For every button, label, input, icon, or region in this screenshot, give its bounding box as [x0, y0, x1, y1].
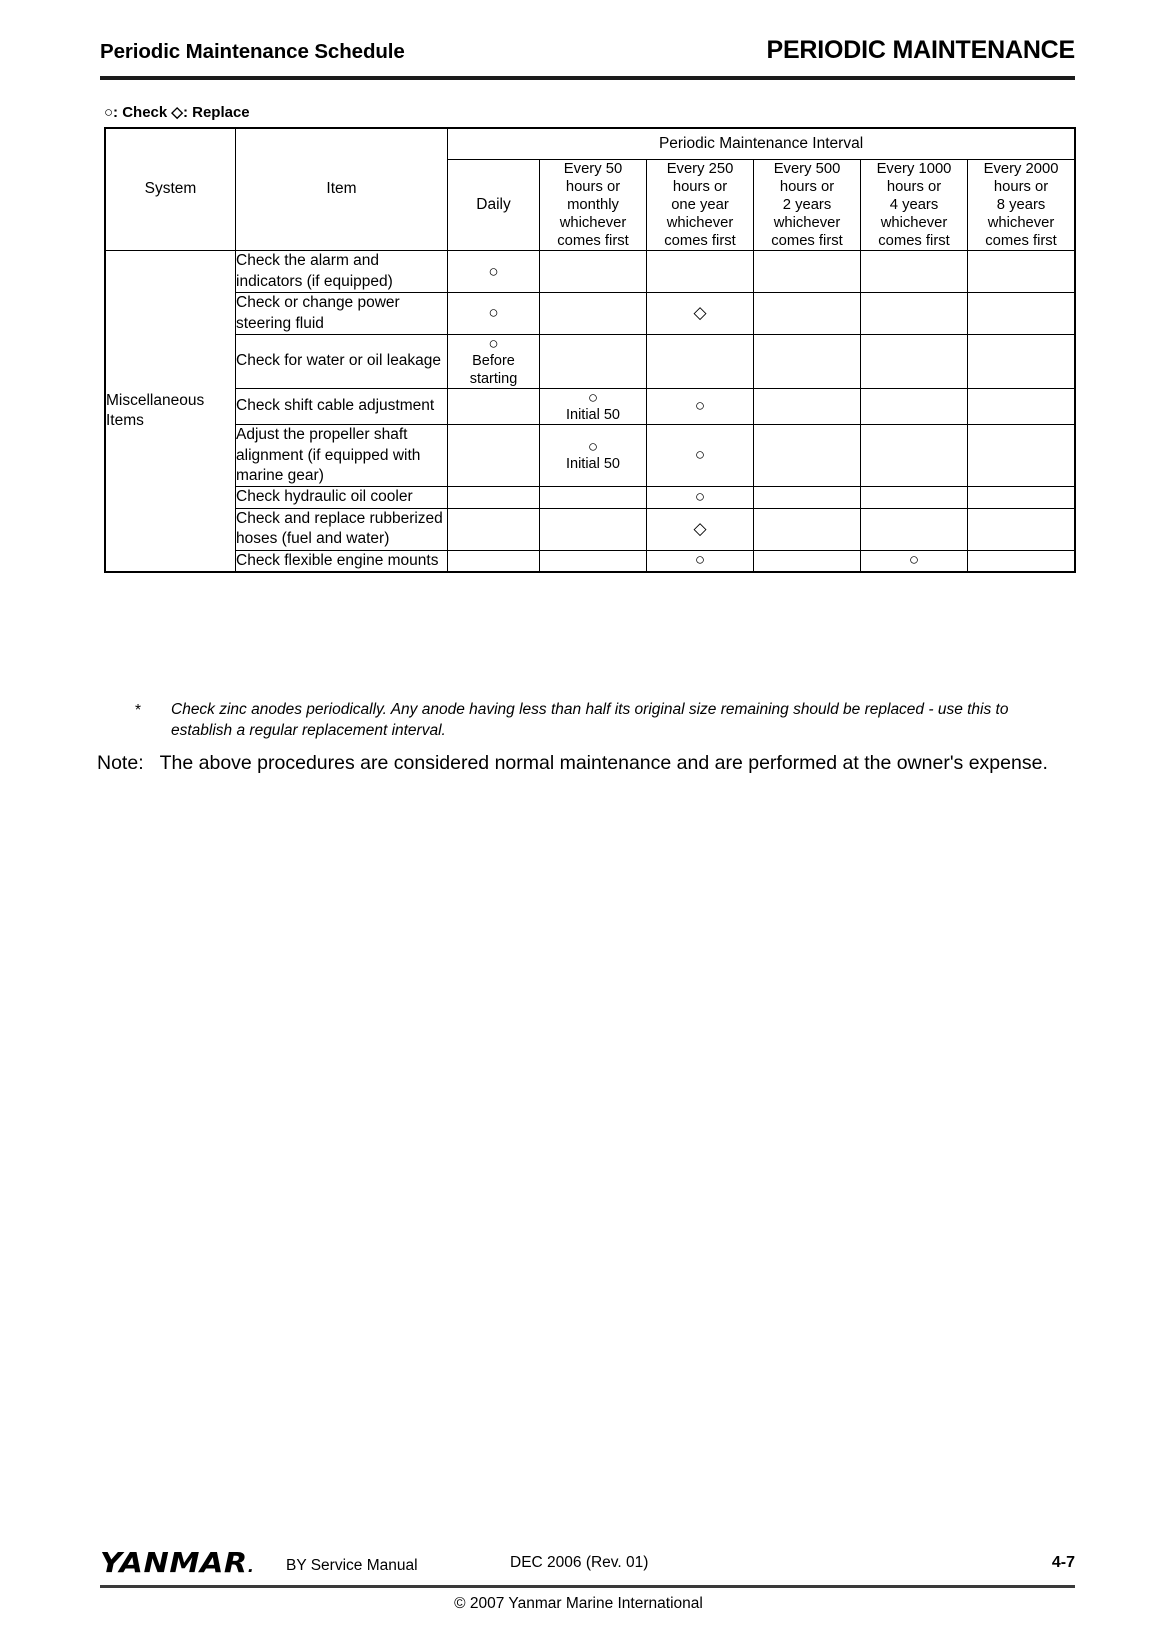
cell-every-50	[540, 251, 647, 293]
header-every-2000	[968, 160, 1075, 251]
cell-every-1000	[861, 487, 968, 508]
footnote-marker: *	[135, 702, 142, 719]
cell-every-250	[647, 293, 754, 335]
system-miscellaneous-items: Miscellaneous Items	[106, 251, 236, 572]
cell-every-50	[540, 388, 647, 424]
cell-note: Before starting	[469, 353, 518, 387]
header-every-50-line1: Every 50	[563, 161, 623, 177]
footer-revision: DEC 2006 (Rev. 01)	[510, 1554, 649, 1571]
header-every-250-line1: Every 250	[666, 161, 734, 177]
cell-every-50	[540, 550, 647, 571]
cell-every-50	[540, 508, 647, 550]
maintenance-table-wrapper	[105, 128, 1072, 572]
header-every-50-line2: hours or	[565, 179, 621, 196]
cell-every-50	[540, 487, 647, 508]
header-every-50-line4: whichever	[559, 215, 627, 232]
cell-every-2000	[968, 508, 1075, 550]
table-body	[106, 251, 1075, 572]
check-mark-icon: ○	[908, 550, 920, 570]
cell-every-250	[647, 508, 754, 550]
header-every-2000-line5: comes first	[985, 233, 1057, 250]
section-title: PERIODIC MAINTENANCE	[766, 36, 1075, 64]
header-every-500-line4: whichever	[773, 215, 841, 232]
cell-daily	[448, 487, 540, 508]
cell-every-250	[647, 550, 754, 571]
cell-every-1000	[861, 388, 968, 424]
table-head	[106, 129, 1075, 251]
cell-every-1000	[861, 335, 968, 389]
header-every-2000-line1: Every 2000	[983, 161, 1059, 177]
cell-every-1000	[861, 425, 968, 487]
cell-every-2000	[968, 425, 1075, 487]
item-label: Check and replace rubberized hoses (fuel and water)	[236, 508, 448, 550]
check-mark-icon: ○	[587, 437, 599, 457]
cell-every-2000	[968, 388, 1075, 424]
item-label: Check for water or oil leakage	[236, 335, 448, 389]
yanmar-logo-text: YANMAR	[100, 1546, 248, 1579]
header-every-500-line5: comes first	[771, 233, 843, 250]
check-mark-icon: ○	[488, 303, 499, 323]
header-every-250-line3: one year	[671, 197, 729, 214]
header-every-2000-line4: whichever	[987, 215, 1055, 232]
cell-every-2000	[968, 251, 1075, 293]
header-every-1000-line5: comes first	[878, 233, 950, 250]
header-every-500	[754, 160, 861, 251]
page-header	[100, 36, 1075, 65]
header-every-250-line2: hours or	[672, 179, 728, 196]
header-every-50-line3: monthly	[567, 197, 619, 214]
header-every-2000-line3: 8 years	[996, 197, 1046, 214]
footer-manual-name: BY Service Manual	[286, 1557, 418, 1574]
cell-every-500	[754, 487, 861, 508]
table-footnote	[135, 700, 1040, 742]
cell-every-500	[754, 425, 861, 487]
header-system: System	[106, 129, 236, 251]
page-footer	[100, 1548, 1075, 1584]
header-every-500-line1: Every 500	[773, 161, 841, 177]
registered-mark-icon: .	[247, 1558, 255, 1576]
cell-every-500	[754, 550, 861, 571]
periodic-maintenance-table	[105, 128, 1075, 572]
check-mark-icon: ○	[694, 395, 706, 415]
cell-every-500	[754, 388, 861, 424]
note-label: Note:	[97, 752, 144, 774]
item-label: Check flexible engine mounts	[236, 550, 448, 571]
check-mark-icon: ○	[488, 334, 499, 354]
header-every-50-line5: comes first	[557, 233, 629, 250]
header-every-1000-line1: Every 1000	[876, 161, 952, 177]
cell-every-250	[647, 487, 754, 508]
table-row	[106, 388, 1075, 424]
header-daily: Daily	[448, 160, 540, 251]
cell-every-2000	[968, 487, 1075, 508]
cell-every-50	[540, 335, 647, 389]
header-every-1000	[861, 160, 968, 251]
header-every-250	[647, 160, 754, 251]
cell-every-250	[647, 335, 754, 389]
table-header-row-group	[106, 129, 1075, 160]
note-block	[97, 750, 1077, 777]
cell-every-50	[540, 425, 647, 487]
check-mark-icon: ○	[694, 550, 706, 570]
cell-every-250	[647, 425, 754, 487]
replace-mark-icon: ◇	[693, 518, 707, 538]
cell-note: Initial 50	[565, 456, 620, 473]
item-label: Check the alarm and indicators (if equipped)	[236, 251, 448, 293]
check-mark-icon: ○	[587, 387, 599, 407]
footer-page-number: 4-7	[1051, 1554, 1075, 1571]
cell-daily	[448, 425, 540, 487]
note-text: The above procedures are considered normal maintenance and are performed at the owner's expense.	[159, 752, 1048, 774]
table-row	[106, 335, 1075, 389]
cell-every-500	[754, 508, 861, 550]
table-row	[106, 508, 1075, 550]
check-mark-icon: ○	[488, 261, 499, 281]
cell-every-250	[647, 388, 754, 424]
table-row	[106, 550, 1075, 571]
cell-daily	[448, 550, 540, 571]
cell-every-50	[540, 293, 647, 335]
header-interval-group: Periodic Maintenance Interval	[448, 129, 1075, 160]
cell-note: Initial 50	[565, 407, 620, 424]
cell-daily	[448, 293, 540, 335]
header-item: Item	[236, 129, 448, 251]
header-every-250-line5: comes first	[664, 233, 736, 250]
header-every-500-line2: hours or	[779, 179, 835, 196]
replace-mark-icon: ◇	[693, 302, 707, 322]
table-row	[106, 425, 1075, 487]
cell-every-1000	[861, 508, 968, 550]
check-mark-icon: ○	[694, 487, 706, 507]
table-row	[106, 293, 1075, 335]
copyright-notice: © 2007 Yanmar Marine International	[454, 1595, 703, 1612]
header-every-1000-line2: hours or	[886, 179, 942, 196]
header-every-250-line4: whichever	[666, 215, 734, 232]
header-every-1000-line3: 4 years	[889, 197, 939, 214]
header-every-500-line3: 2 years	[782, 197, 832, 214]
cell-daily	[448, 335, 540, 389]
item-label: Check hydraulic oil cooler	[236, 487, 448, 508]
footnote-text: Check zinc anodes periodically. Any anode having less than half its original size remaining should be replaced - use this to establish a regular replacement interval.	[171, 701, 1009, 739]
yanmar-logo	[100, 1546, 254, 1579]
footer-divider	[100, 1585, 1075, 1588]
table-row	[106, 251, 1075, 293]
item-label: Check shift cable adjustment	[236, 388, 448, 424]
table-row	[106, 487, 1075, 508]
header-every-50	[540, 160, 647, 251]
cell-every-500	[754, 293, 861, 335]
cell-every-1000	[861, 550, 968, 571]
cell-every-1000	[861, 293, 968, 335]
cell-every-500	[754, 335, 861, 389]
header-divider	[100, 76, 1075, 80]
cell-every-2000	[968, 335, 1075, 389]
cell-every-2000	[968, 550, 1075, 571]
cell-daily	[448, 251, 540, 293]
item-label: Adjust the propeller shaft alignment (if equipped with marine gear)	[236, 425, 448, 487]
item-label: Check or change power steering fluid	[236, 293, 448, 335]
check-mark-icon: ○	[694, 445, 706, 465]
header-every-1000-line4: whichever	[880, 215, 948, 232]
header-every-2000-line2: hours or	[993, 179, 1049, 196]
cell-daily	[448, 388, 540, 424]
cell-every-2000	[968, 293, 1075, 335]
cell-every-1000	[861, 251, 968, 293]
page-title: Periodic Maintenance Schedule	[100, 40, 405, 63]
symbol-legend: ○: Check ◇: Replace	[104, 104, 250, 121]
cell-daily	[448, 508, 540, 550]
cell-every-250	[647, 251, 754, 293]
cell-every-500	[754, 251, 861, 293]
